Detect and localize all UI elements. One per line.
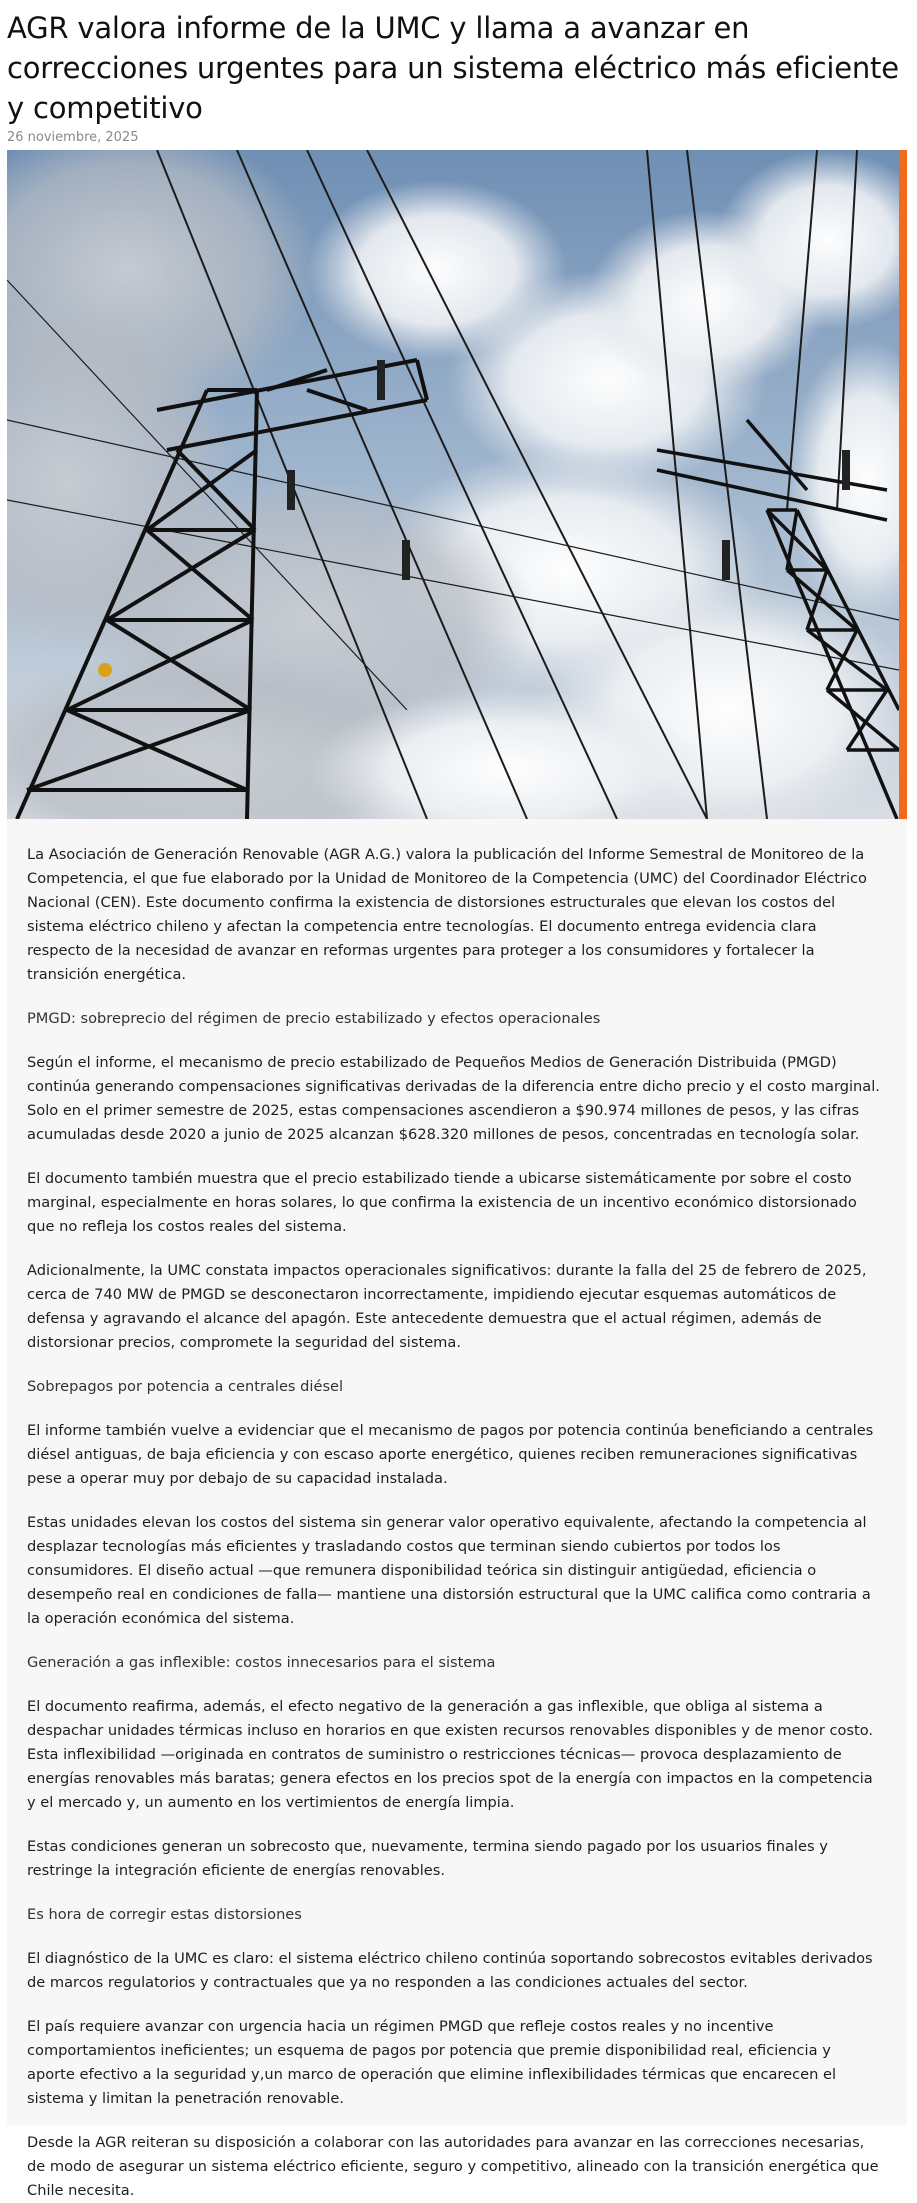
accent-bar (899, 150, 907, 819)
paragraph: Desde la AGR reiteran su disposición a colaborar con las autoridades para avanzar en las correcciones necesarias, de modo de asegurar un sistema eléctrico eficiente, seguro y competitivo, alineado con la transición energética que Chile necesita. (27, 2134, 879, 2199)
section-heading-correct: Es hora de corregir estas distorsiones (27, 1906, 302, 1923)
paragraph: Según el informe, el mecanismo de precio estabilizado de Pequeños Medios de Generación Distribuida (PMGD) continúa generando compensaciones significativas derivadas de la diferencia entre dicho precio y el costo marginal. Solo en el primer semestre de 2025, estas compensaciones ascendieron a $90.974 millones de pesos, y las cifras acumuladas desde 2020 a junio de 2025 alcanzan $628.320 millones de pesos, concentradas en tecnología solar. (27, 1054, 880, 1143)
paragraph: El documento reafirma, además, el efecto negativo de la generación a gas inflexible, que obliga al sistema a despachar unidades térmicas incluso en horarios en que existen recursos renovables disponibles y de menor costo. Esta inflexibilidad —originada en contratos de suministro o restricciones técnicas— provoca desplazamiento de energías renovables más baratas; genera efectos en los precios spot de la energía con impactos en la competencia y el mercado y, un aumento en los vertimientos de energía limpia. (27, 1698, 874, 1811)
paragraph: El documento también muestra que el precio estabilizado tiende a ubicarse sistemáticamente por sobre el costo marginal, especialmente en horas solares, lo que confirma la existencia de un incentivo económico distorsionado que no refleja los costos reales del sistema. (27, 1170, 857, 1235)
paragraph: El país requiere avanzar con urgencia hacia un régimen PMGD que refleje costos reales y no incentive comportamientos ineficientes; un esquema de pagos por potencia que premie disponibilidad real, eficiencia y aporte efectivo a la seguridad y,un marco de operación que elimine inflexibilidades térmicas que encarecen el sistema y limitan la penetración renovable. (27, 2018, 836, 2107)
paragraph: Estas condiciones generan un sobrecosto que, nuevamente, termina siendo pagado por los usuarios finales y restringe la integración eficiente de energías renovables. (27, 1838, 828, 1879)
section-heading-pmgd: PMGD: sobreprecio del régimen de precio estabilizado y efectos operacionales (27, 1010, 601, 1027)
warning-sign (98, 663, 112, 677)
section-heading-diesel: Sobrepagos por potencia a centrales diésel (27, 1378, 344, 1395)
paragraph: Estas unidades elevan los costos del sistema sin generar valor operativo equivalente, afectando la competencia al desplazar tecnologías más eficientes y trasladando costos que terminan siendo cubiertos por todos los consumidores. El diseño actual —que remunera disponibilidad teórica sin distinguir antigüedad, eficiencia o desempeño real en condiciones de falla— mantiene una distorsión estructural que la UMC califica como contraria a la operación económica del sistema. (27, 1514, 871, 1627)
hero-image-container (7, 150, 907, 819)
transmission-towers-illustration (7, 150, 899, 819)
paragraph: El diagnóstico de la UMC es claro: el sistema eléctrico chileno continúa soportando sobrecostos evitables derivados de marcos regulatorios y contractuales que ya no responden a las condiciones actuales del sector. (27, 1950, 873, 1991)
section-heading-gas: Generación a gas inflexible: costos innecesarios para el sistema (27, 1654, 496, 1671)
paragraph: Adicionalmente, la UMC constata impactos operacionales significativos: durante la falla del 25 de febrero de 2025, cerca de 740 MW de PMGD se desconectaron incorrectamente, impidiendo ejecutar esquemas automáticos de defensa y agravando el alcance del apagón. Este antecedente demuestra que el actual régimen, además de distorsionar precios, compromete la seguridad del sistema. (27, 1262, 867, 1351)
article-date: 26 noviembre, 2025 (7, 130, 139, 145)
hero-image (7, 150, 899, 819)
article-body (7, 819, 907, 2199)
intro-paragraph: La Asociación de Generación Renovable (AGR A.G.) valora la publicación del Informe Semestral de Monitoreo de la Competencia, el que fue elaborado por la Unidad de Monitoreo de la Competencia (UMC) del Coordinador Eléctrico Nacional (CEN). Este documento confirma la existencia de distorsiones estructurales que elevan los costos del sistema eléctrico chileno y afectan la competencia entre tecnologías. El documento entrega evidencia clara respecto de la necesidad de avanzar en reformas urgentes para proteger a los consumidores y fortalecer la transición energética. (27, 846, 867, 983)
paragraph: El informe también vuelve a evidenciar que el mecanismo de pagos por potencia continúa beneficiando a centrales diésel antiguas, de baja eficiencia y con escaso aporte energético, quienes reciben remuneraciones significativas pese a operar muy por debajo de su capacidad instalada. (27, 1422, 874, 1487)
article-title: AGR valora informe de la UMC y llama a avanzar en correcciones urgentes para un sistema eléctrico más eficiente y competitivo (7, 11, 899, 125)
